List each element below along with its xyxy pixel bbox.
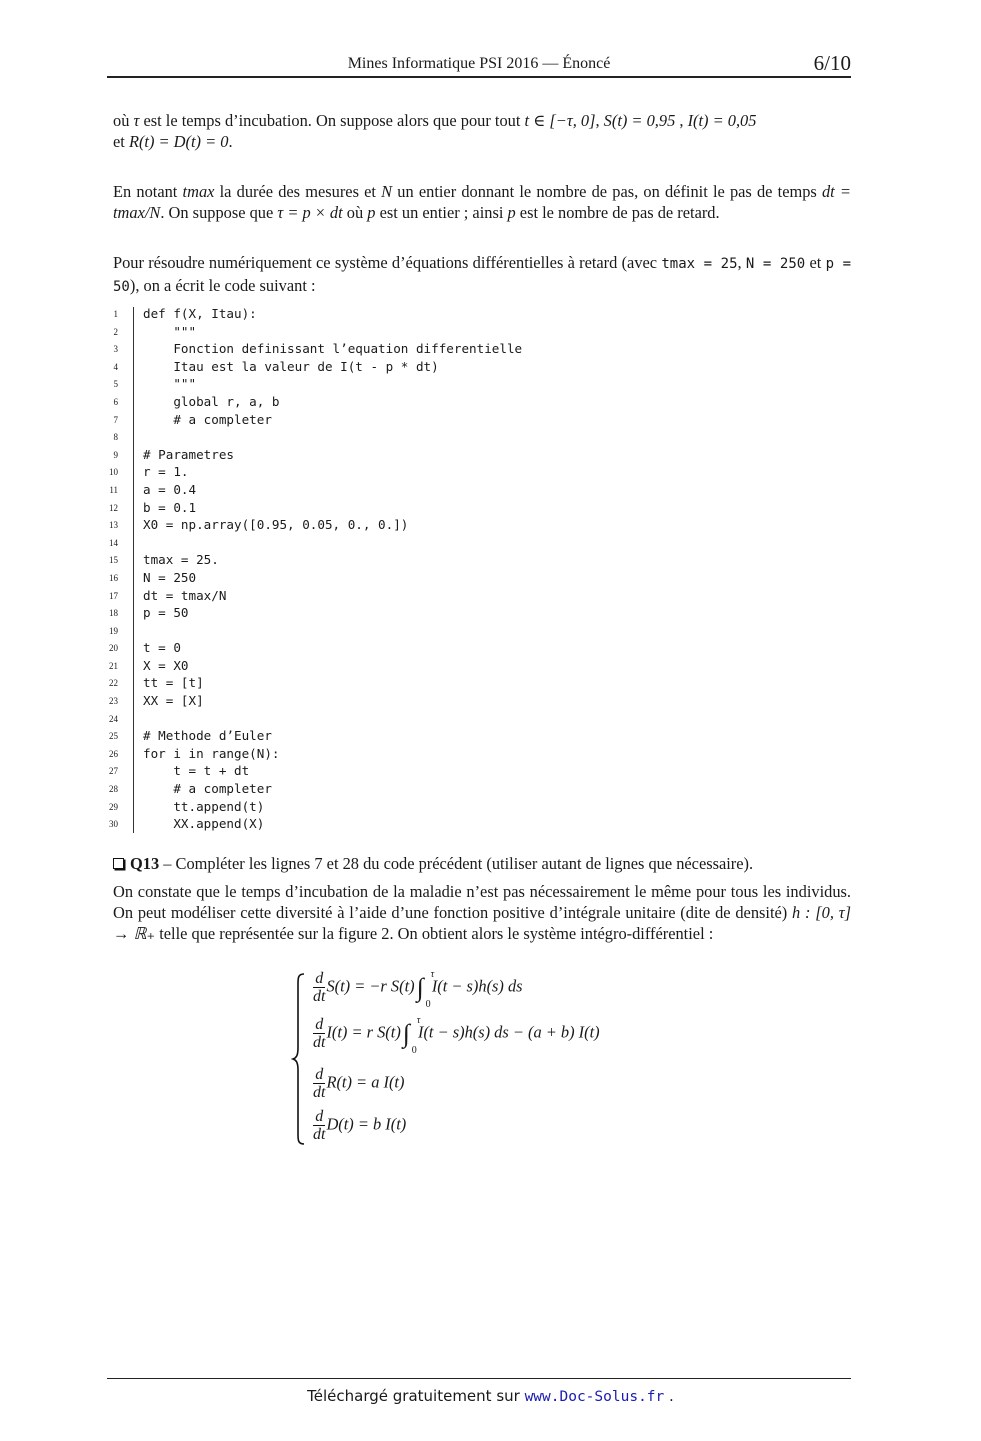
- code-line: [106, 710, 706, 728]
- code-text: Itau est la valeur de I(t - p * dt): [143, 358, 439, 374]
- code-line: [106, 411, 706, 429]
- code-text: # Parametres: [143, 446, 234, 462]
- code-text: N = 250: [143, 569, 197, 585]
- code-line: [106, 375, 706, 393]
- code-text: tt = [t]: [143, 675, 204, 691]
- line-number: 3: [113, 344, 118, 355]
- line-number: 4: [113, 361, 118, 372]
- code-text: tt.append(t): [143, 798, 265, 814]
- code-line: [106, 358, 706, 376]
- code-line: [106, 587, 706, 605]
- line-number: 20: [109, 643, 118, 654]
- page-header: [107, 50, 851, 78]
- line-number: 13: [109, 520, 118, 531]
- code-line: [106, 463, 706, 481]
- line-number: 12: [109, 502, 118, 513]
- code-line: [106, 692, 706, 710]
- line-number: 30: [109, 819, 118, 830]
- line-number: 26: [109, 748, 118, 759]
- line-number: 2: [113, 326, 118, 337]
- code-text: dt = tmax/N: [143, 587, 227, 603]
- paragraph-density: On constate que le temps d’incubation de la maladie n’est pas nécessairement le même pour tous les individus. On peut modéliser cette diversité à l’aide d’une fonction positive d’intégrale unitaire (dite de densité) h : [0, τ] → ℝ₊ telle que représentée sur la figure 2. On obtient alors le système intégro-différentiel :: [113, 882, 851, 943]
- code-text: # a completer: [143, 411, 272, 427]
- code-line: [106, 762, 706, 780]
- question-label: Q13: [130, 854, 160, 873]
- code-line: [106, 534, 706, 552]
- line-number: 19: [109, 625, 118, 636]
- code-text: global r, a, b: [143, 393, 280, 409]
- code-text: t = 0: [143, 640, 181, 656]
- code-text: X = X0: [143, 657, 189, 673]
- line-number: 7: [113, 414, 118, 425]
- line-number: 27: [109, 766, 118, 777]
- code-line: [106, 569, 706, 587]
- code-line: [106, 481, 706, 499]
- line-number: 1: [113, 309, 118, 319]
- equation-i: $\frac{d}{dt}$ I(t) = r S(t)∫ τ 0 I(t − s)h(s) ds − (a + b) I(t): [313, 1014, 600, 1056]
- page-number: 6/10: [813, 51, 851, 75]
- code-text: XX.append(X): [143, 816, 265, 832]
- code-line: [106, 340, 706, 358]
- line-number: 24: [109, 713, 118, 724]
- code-line: [106, 393, 706, 411]
- equation-system: [291, 970, 711, 1148]
- question-q13: Q13 – Compléter les lignes 7 et 28 du code précédent (utiliser autant de lignes que nécessaire).: [113, 853, 851, 874]
- line-number: 11: [109, 484, 118, 495]
- equation-r: $\frac{d}{dt}$ R(t) = a I(t): [313, 1066, 405, 1101]
- code-text: """: [143, 376, 197, 392]
- line-number: 17: [109, 590, 118, 601]
- line-number: 25: [109, 731, 118, 742]
- code-text: # a completer: [143, 781, 272, 797]
- code-line: [106, 815, 706, 833]
- line-number: 15: [109, 555, 118, 566]
- line-number: 18: [109, 608, 118, 619]
- code-text: b = 0.1: [143, 499, 197, 515]
- code-line: [106, 745, 706, 763]
- line-number: 22: [109, 678, 118, 689]
- code-line: [106, 428, 706, 446]
- code-text: t = t + dt: [143, 763, 250, 779]
- equation-d: $\frac{d}{dt}$ D(t) = b I(t): [313, 1108, 407, 1143]
- code-text: Fonction definissant l’equation differentielle: [143, 341, 523, 357]
- code-line: [106, 780, 706, 798]
- doc-solus-link[interactable]: www.Doc-Solus.fr: [524, 1389, 665, 1405]
- code-text: X0 = np.array([0.95, 0.05, 0., 0.]): [143, 517, 409, 533]
- code-line: [106, 516, 706, 534]
- line-number: 16: [109, 572, 118, 583]
- code-line: [106, 305, 706, 323]
- left-brace-icon: [291, 970, 307, 1148]
- code-text: a = 0.4: [143, 481, 197, 497]
- line-number: 21: [109, 660, 118, 671]
- line-number: 9: [113, 449, 118, 460]
- equation-s: $\frac{d}{dt}$ S(t) = −r S(t)∫ τ 0 I(t − s)h(s) ds: [313, 968, 523, 1010]
- code-line: [106, 446, 706, 464]
- code-text: """: [143, 323, 197, 339]
- document-title: Mines Informatique PSI 2016 — Énoncé: [347, 55, 611, 72]
- code-line: [106, 798, 706, 816]
- line-number: 28: [109, 784, 118, 795]
- code-text: XX = [X]: [143, 693, 204, 709]
- checkbox-square-icon: [113, 858, 124, 869]
- code-line: [106, 674, 706, 692]
- code-text: tmax = 25.: [143, 552, 219, 568]
- code-line: [106, 727, 706, 745]
- code-line: [106, 604, 706, 622]
- code-line: [106, 657, 706, 675]
- paragraph-code-intro: Pour résoudre numériquement ce système d’équations différentielles à retard (avec tmax = 25, N = 250 et p = 50), on a écrit le code suivant :: [113, 253, 852, 295]
- line-number: 6: [113, 396, 118, 407]
- code-line: [106, 622, 706, 640]
- code-line: [106, 551, 706, 569]
- code-listing: [106, 305, 706, 833]
- line-number: 29: [109, 801, 118, 812]
- footer-rule: [107, 1378, 851, 1379]
- paragraph-time-step: En notant tmax la durée des mesures et N un entier donnant le nombre de pas, on définit le pas de temps dt = tmax/N. On suppose que τ = p × dt où p est un entier ; ainsi p est le nombre de pas de retard.: [113, 182, 851, 222]
- code-text: r = 1.: [143, 464, 189, 480]
- line-number: 5: [113, 379, 118, 390]
- paragraph-initial-conditions: où τ est le temps d’incubation. On suppose alors que pour tout t ∈ [−τ, 0], S(t) = 0,95 , I(t) = 0,05 et R(t) = D(t) = 0.: [113, 111, 757, 151]
- line-number: 10: [109, 467, 118, 478]
- code-text: def f(X, Itau):: [143, 306, 257, 321]
- line-number: 8: [113, 432, 118, 443]
- line-number: 14: [109, 537, 118, 548]
- code-text: p = 50: [143, 605, 189, 621]
- code-text: for i in range(N):: [143, 745, 280, 761]
- code-text: # Methode d’Euler: [143, 728, 272, 744]
- code-line: [106, 499, 706, 517]
- code-line: [106, 639, 706, 657]
- code-line: [106, 323, 706, 341]
- page-footer: Téléchargé gratuitement sur www.Doc-Solus.fr .: [307, 1387, 674, 1405]
- line-number: 23: [109, 696, 118, 707]
